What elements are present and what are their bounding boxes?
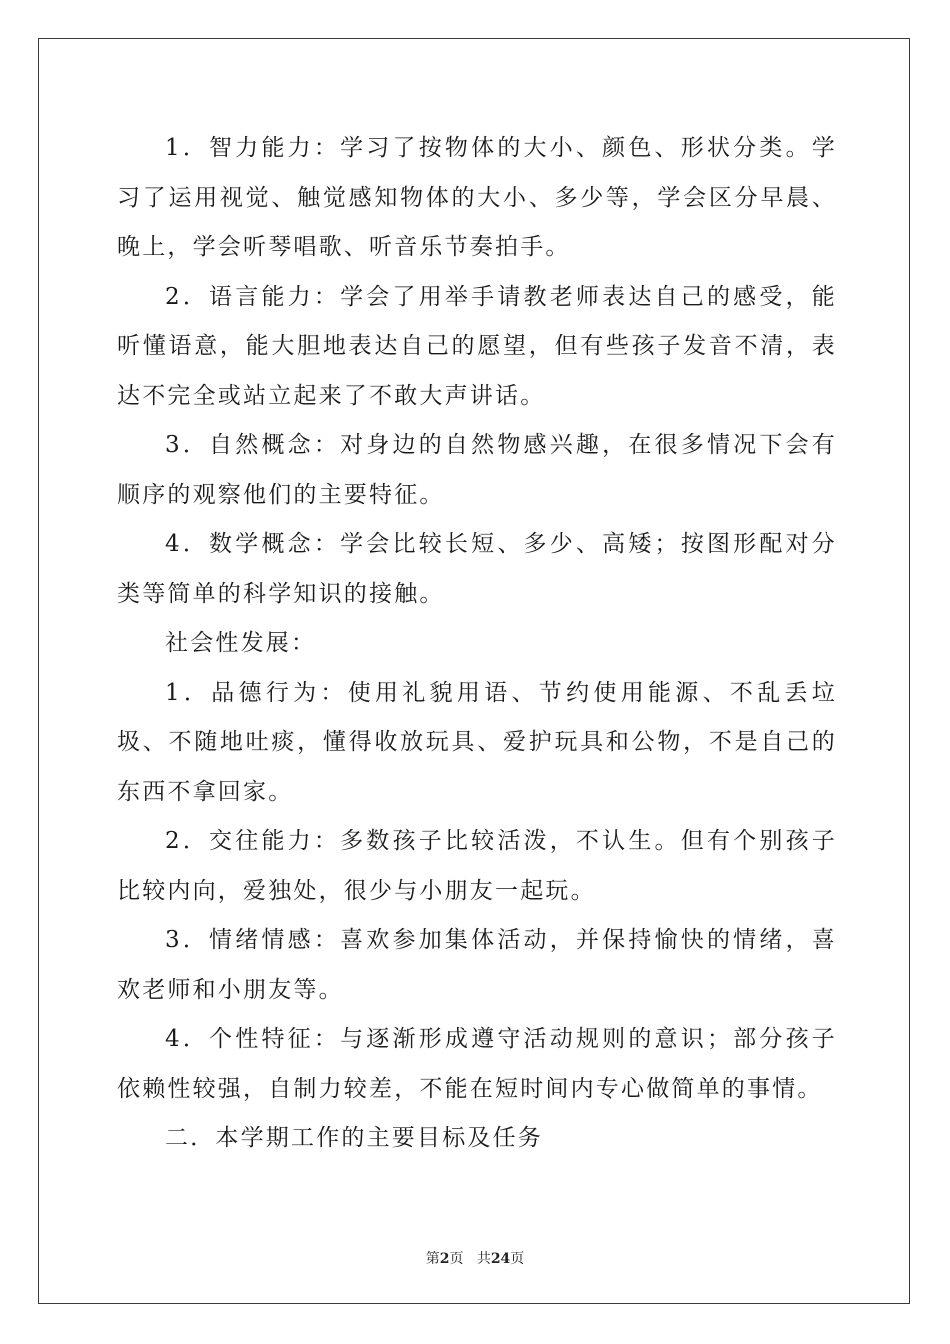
footer-total-pages: 24 bbox=[490, 1251, 511, 1267]
paragraph-language: 2．语言能力：学会了用举手请教老师表达自己的感受，能听懂语意，能大胆地表达自己的愿望，但有些孩子发音不清，表达不完全或站立起来了不敢大声讲话。 bbox=[117, 283, 837, 409]
paragraph-personality: 4．个性特征：与逐渐形成遵守活动规则的意识；部分孩子依赖性较强，自制力较差，不能在短时间内专心做简单的事情。 bbox=[117, 1026, 837, 1102]
page-footer bbox=[0, 1248, 950, 1268]
footer-page-suffix: 页 bbox=[449, 1251, 464, 1267]
paragraph-morality: 1．品德行为：使用礼貌用语、节约使用能源、不乱丢垃圾、不随地吐痰，懂得收放玩具、爱护玩具和公物，不是自己的东西不拿回家。 bbox=[117, 679, 837, 805]
footer-total-suffix: 页 bbox=[510, 1251, 525, 1267]
paragraph-intellect: 1．智力能力：学习了按物体的大小、颜色、形状分类。学习了运用视觉、触觉感知物体的大小、多少等，学会区分早晨、晚上，学会听琴唱歌、听音乐节奏拍手。 bbox=[117, 135, 837, 260]
document-body bbox=[117, 124, 837, 1164]
paragraph-communication: 2．交往能力：多数孩子比较活泼，不认生。但有个别孩子比较内向，爱独处，很少与小朋友一起玩。 bbox=[117, 828, 837, 904]
footer-page-number: 2 bbox=[439, 1251, 450, 1267]
footer-page-prefix: 第 bbox=[425, 1251, 440, 1267]
section-heading-social: 社会性发展： bbox=[165, 630, 317, 656]
paragraph-math: 4．数学概念：学会比较长短、多少、高矮；按图形配对分类等简单的科学知识的接触。 bbox=[117, 531, 837, 607]
section-heading-goals: 二．本学期工作的主要目标及任务 bbox=[165, 1125, 543, 1151]
paragraph-nature: 3．自然概念：对身边的自然物感兴趣，在很多情况下会有顺序的观察他们的主要特征。 bbox=[117, 432, 837, 508]
footer-total-prefix: 共 bbox=[476, 1251, 491, 1267]
paragraph-emotion: 3．情绪情感：喜欢参加集体活动，并保持愉快的情绪，喜欢老师和小朋友等。 bbox=[117, 927, 837, 1003]
